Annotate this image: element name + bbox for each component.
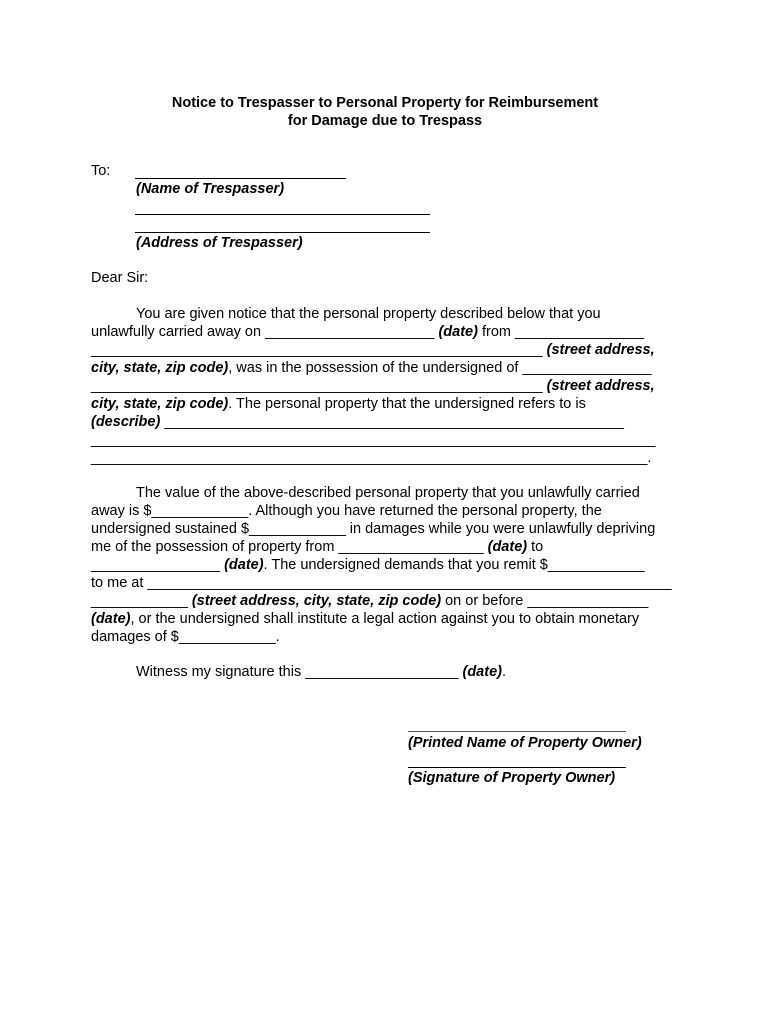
witness-line: Witness my signature this ___________________ (date). [136, 664, 506, 680]
paragraph-1-line-7: (describe) _________________________________________________________ [91, 414, 625, 430]
trespasser-name-blank [135, 178, 346, 179]
paragraph-2-line-3: undersigned sustained $____________ in damages while you were unlawfully depriving [91, 521, 656, 537]
signature-label: (Signature of Property Owner) [408, 770, 616, 786]
printed-name-label: (Printed Name of Property Owner) [408, 735, 642, 751]
paragraph-1-line-8: ______________________________________________________________________ [91, 432, 656, 448]
paragraph-2-line-9: damages of $____________. [91, 629, 280, 645]
paragraph-2-line-2: away is $____________. Although you have returned the personal property, the [91, 503, 602, 519]
address-of-trespasser-label: (Address of Trespasser) [136, 235, 303, 251]
paragraph-2-line-8: (date), or the undersigned shall institute a legal action against you to obtain monetary [91, 611, 640, 627]
trespasser-address-blank-1 [135, 214, 430, 215]
paragraph-1-line-2: unlawfully carried away on _____________________ (date) from ________________ [91, 324, 645, 340]
to-label: To: [91, 163, 111, 179]
document-title-line-1: Notice to Trespasser to Personal Property for Reimbursement [171, 95, 599, 111]
paragraph-2-line-5: ________________ (date). The undersigned demands that you remit $____________ [91, 557, 645, 573]
name-of-trespasser-label: (Name of Trespasser) [136, 181, 285, 197]
paragraph-1-line-5: ________________________________________________________ (street address, [91, 378, 655, 394]
printed-name-blank [408, 731, 626, 732]
salutation: Dear Sir: [91, 270, 149, 286]
document-title-line-2: for Damage due to Trespass [287, 113, 483, 129]
paragraph-1-line-9: _____________________________________________________________________. [91, 450, 652, 466]
paragraph-2-line-1: The value of the above-described personal property that you unlawfully carried [136, 485, 640, 501]
paragraph-1-line-1: You are given notice that the personal property described below that you [136, 306, 601, 322]
signature-blank [408, 767, 626, 768]
paragraph-1-line-6: city, state, zip code). The personal property that the undersigned refers to is [91, 396, 586, 412]
paragraph-1-line-4: city, state, zip code), was in the possession of the undersigned of ________________ [91, 360, 652, 376]
paragraph-2-line-4: me of the possession of property from __________________ (date) to [91, 539, 544, 555]
paragraph-2-line-6: to me at _________________________________________________________________ [91, 575, 672, 591]
paragraph-1-line-3: ________________________________________________________ (street address, [91, 342, 655, 358]
trespasser-address-blank-2 [135, 232, 430, 233]
paragraph-2-line-7: ____________ (street address, city, state, zip code) on or before _______________ [91, 593, 649, 609]
